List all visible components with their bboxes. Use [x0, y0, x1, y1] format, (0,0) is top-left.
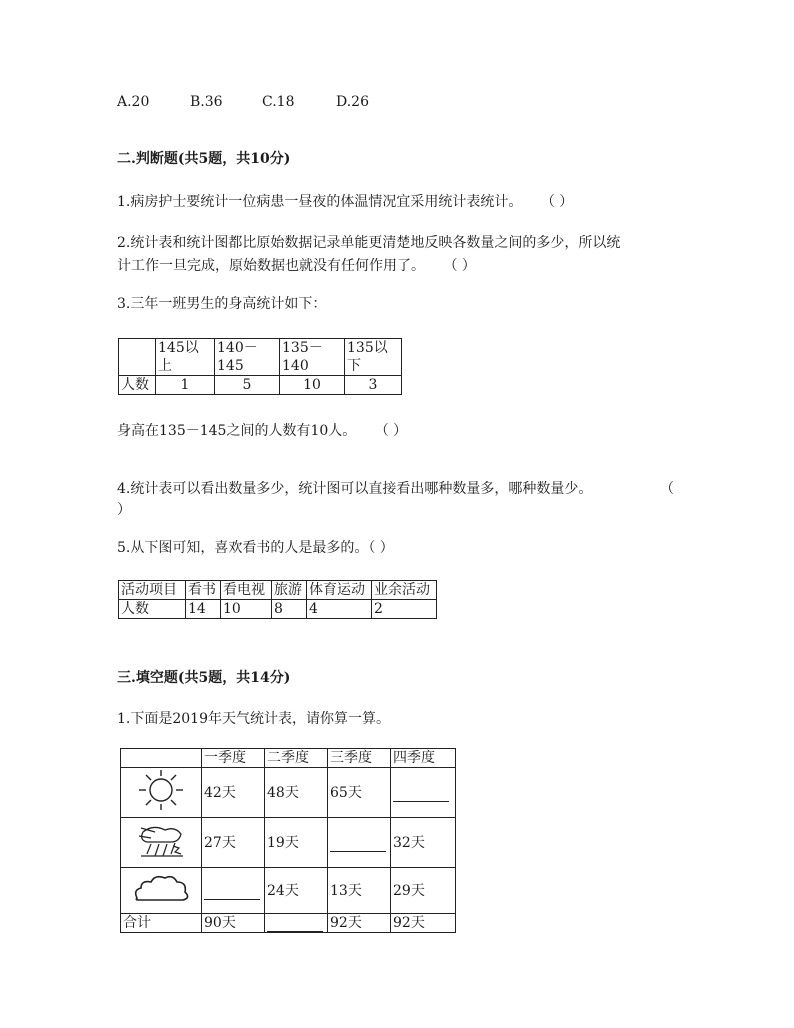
weather-blank-cell[interactable] [202, 868, 265, 914]
activity-table-cell: 10 [221, 600, 272, 619]
weather-table-header-cell: 二季度 [265, 749, 328, 768]
weather-table-header-cell: 一季度 [202, 749, 265, 768]
rain-icon [131, 818, 191, 862]
height-table-header-cell: 145以上 [156, 339, 215, 376]
answer-blank[interactable] [330, 837, 386, 852]
weather-cell: 24天 [265, 868, 328, 914]
weather-cell: 42天 [202, 768, 265, 818]
height-table-header-cell: 140－145 [215, 339, 280, 376]
activity-table-header-cell: 旅游 [272, 581, 307, 600]
weather-cell: 65天 [328, 768, 391, 818]
weather-row-total [121, 914, 456, 933]
weather-cell: 32天 [391, 818, 456, 868]
answer-blank[interactable] [204, 885, 260, 900]
weather-cell: 90天 [202, 914, 265, 933]
weather-blank-cell[interactable] [328, 818, 391, 868]
answer-blank[interactable] [267, 917, 323, 932]
weather-row-cloudy [121, 868, 456, 914]
weather-blank-cell[interactable] [265, 914, 328, 933]
activity-table-cell: 8 [272, 600, 307, 619]
height-table-label: 人数 [119, 376, 156, 395]
activity-table-header-cell: 体育运动 [307, 581, 372, 600]
weather-cell: 13天 [328, 868, 391, 914]
question-3-answer: （ ） [374, 423, 408, 439]
weather-cell: 92天 [391, 914, 456, 933]
activity-table-header-cell: 活动项目 [119, 581, 186, 600]
weather-table-header [121, 749, 456, 768]
height-table-corner [119, 339, 156, 376]
weather-cell: 29天 [391, 868, 456, 914]
height-table-row [119, 376, 402, 395]
height-table-header-cell: 135以下 [345, 339, 402, 376]
height-table [118, 338, 402, 395]
weather-table-header-cell: 四季度 [391, 749, 456, 768]
weather-row-sunny [121, 768, 456, 818]
question-1 [117, 194, 573, 211]
question-2-text: 计工作一旦完成，原始数据也就没有任何作用了。 [117, 258, 425, 274]
choice-c: C.18 [262, 94, 295, 110]
section2-heading: 二.判断题(共5题，共10分) [117, 151, 291, 167]
question-3-statement [117, 423, 407, 440]
question-2-line1: 2.统计表和统计图都比原始数据记录单能更清楚地反映各数量之间的多少，所以统 [117, 235, 621, 251]
question-1-answer: （ ） [540, 194, 574, 210]
weather-table-header-cell: 三季度 [328, 749, 391, 768]
cloudy-cell [121, 868, 202, 914]
height-table-header-cell: 135－140 [280, 339, 345, 376]
choice-a: A.20 [117, 94, 150, 110]
height-table-cell: 10 [280, 376, 345, 395]
question-4-paren-open: （ [660, 481, 674, 497]
activity-table-header-cell: 业余活动 [372, 581, 437, 600]
question-5: 5.从下图可知，喜欢看书的人是最多的。（ ） [117, 540, 394, 556]
height-table-header [119, 339, 402, 376]
choice-b: B.36 [190, 94, 223, 110]
height-table-cell: 1 [156, 376, 215, 395]
activity-table-cell: 14 [186, 600, 221, 619]
activity-table-cell: 4 [307, 600, 372, 619]
height-table-cell: 3 [345, 376, 402, 395]
question-2-line2 [117, 258, 476, 275]
question-1-text: 1.病房护士要统计一位病患一昼夜的体温情况宜采用统计表统计。 [117, 194, 523, 210]
activity-table-header-cell: 看电视 [221, 581, 272, 600]
question-3-statement-text: 身高在135－145之间的人数有10人。 [117, 423, 357, 439]
question-2-answer: （ ） [443, 258, 476, 274]
fill-question-1: 1.下面是2019年天气统计表，请你算一算。 [117, 711, 390, 727]
choice-d: D.26 [336, 94, 369, 110]
question-3: 3.三年一班男生的身高统计如下： [117, 296, 327, 312]
weather-table [120, 748, 456, 933]
activity-table-header-cell: 看书 [186, 581, 221, 600]
weather-cell: 27天 [202, 818, 265, 868]
weather-cell: 48天 [265, 768, 328, 818]
activity-table [118, 580, 437, 619]
cloud-icon [129, 868, 193, 908]
weather-blank-cell[interactable] [391, 768, 456, 818]
rainy-cell [121, 818, 202, 868]
sunny-cell [121, 768, 202, 818]
answer-blank[interactable] [393, 787, 449, 802]
activity-table-header [119, 581, 437, 600]
activity-table-cell: 2 [372, 600, 437, 619]
weather-row-rainy [121, 818, 456, 868]
sun-icon [131, 768, 191, 812]
question-4-line2: ） [117, 502, 131, 518]
weather-table-corner [121, 749, 202, 768]
activity-table-label: 人数 [119, 600, 186, 619]
question-4-line1: 4.统计表可以看出数量多少，统计图可以直接看出哪种数量多，哪种数量少。 [117, 481, 593, 497]
weather-total-label: 合计 [121, 914, 202, 933]
height-table-cell: 5 [215, 376, 280, 395]
weather-cell: 19天 [265, 818, 328, 868]
weather-cell: 92天 [328, 914, 391, 933]
activity-table-row [119, 600, 437, 619]
section3-heading: 三.填空题(共5题，共14分) [117, 670, 291, 686]
